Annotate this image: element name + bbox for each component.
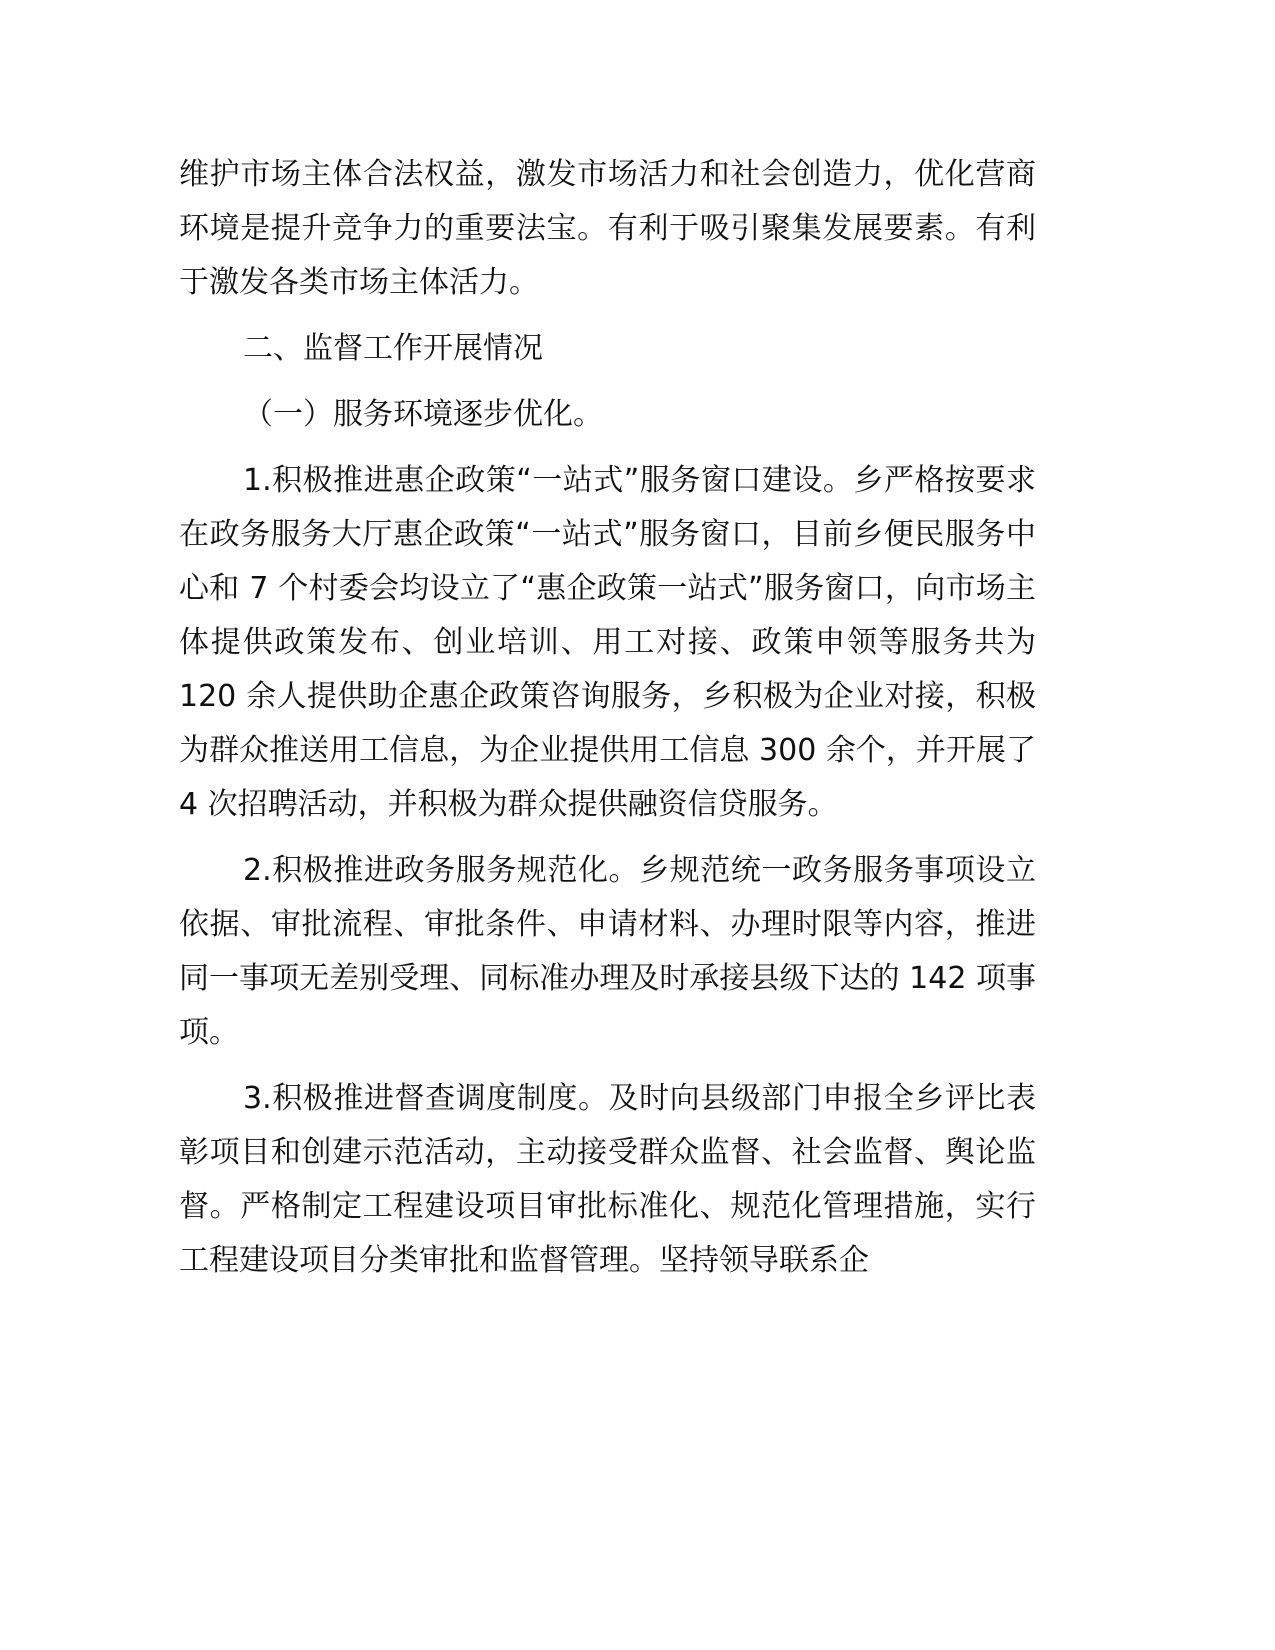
- paragraph-item-1: 1.积极推进惠企政策“一站式”服务窗口建设。乡严格按要求在政务服务大厅惠企政策“一站式”服务窗口，目前乡便民服务中心和 7 个村委会均设立了“惠企政策一站式”服务窗口，向市场主体提供政策发布、创业培训、用工对接、政策申领等服务共为 120 余人提供助企惠企政策咨询服务，乡积极为企业对接，积极为群众推送用工信息，为企业提供用工信息 300 余个，并开展了 4 次招聘活动，并积极为群众提供融资信贷服务。: [179, 463, 1036, 822]
- document-body: [179, 148, 1036, 1300]
- paragraph-intro-continuation: 维护市场主体合法权益，激发市场活力和社会创造力，优化营商环境是提升竞争力的重要法宝。有利于吸引聚集发展要素。有利于激发各类市场主体活力。: [179, 157, 1036, 300]
- paragraph-item-3: 3.积极推进督查调度制度。及时向县级部门申报全乡评比表彰项目和创建示范活动，主动接受群众监督、社会监督、舆论监督。严格制定工程建设项目审批标准化、规范化管理措施，实行工程建设项目分类审批和监督管理。坚持领导联系企: [179, 1081, 1036, 1278]
- paragraph-item-2: 2.积极推进政务服务规范化。乡规范统一政务服务事项设立依据、审批流程、审批条件、申请材料、办理时限等内容，推进同一事项无差别受理、同标准办理及时承接县级下达的 142 项事项。: [179, 853, 1036, 1050]
- subsection-heading: （一）服务环境逐步优化。: [243, 397, 603, 432]
- section-heading: 二、监督工作开展情况: [243, 331, 543, 366]
